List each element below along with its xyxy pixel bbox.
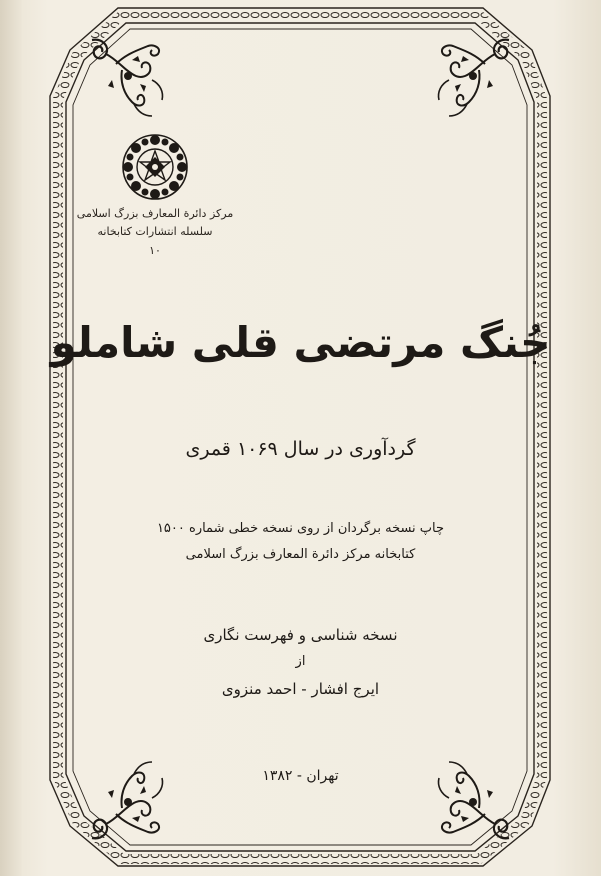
edition-note-line-2: کتابخانه مرکز دائرة المعارف بزرگ اسلامی xyxy=(185,547,416,562)
corner-ornament-top-right xyxy=(438,40,509,116)
credits-by: از xyxy=(295,654,306,669)
book-subtitle: گردآوری در سال ۱۰۶۹ قمری xyxy=(185,438,416,460)
publisher-line-1: مرکز دائرة المعارف بزرگ اسلامی xyxy=(76,207,234,220)
edition-note-line-1: چاپ نسخه برگردان از روی نسخه خطی شماره ۱۵۰۰ xyxy=(156,521,445,536)
imprint-place-date: تهران - ۱۳۸۲ xyxy=(262,768,339,784)
series-number: ۱۰ xyxy=(149,244,161,257)
credits-role: نسخه شناسی و فهرست نگاری xyxy=(203,626,398,644)
corner-ornament-top-left xyxy=(92,40,163,116)
credits-authors: ایرج افشار - احمد منزوی xyxy=(221,680,380,698)
rosette-emblem-icon xyxy=(123,135,187,199)
publisher-series-line: سلسله انتشارات کتابخانه xyxy=(97,225,213,238)
book-title: جُنگ مرتضی قلی شاملو xyxy=(50,318,551,367)
